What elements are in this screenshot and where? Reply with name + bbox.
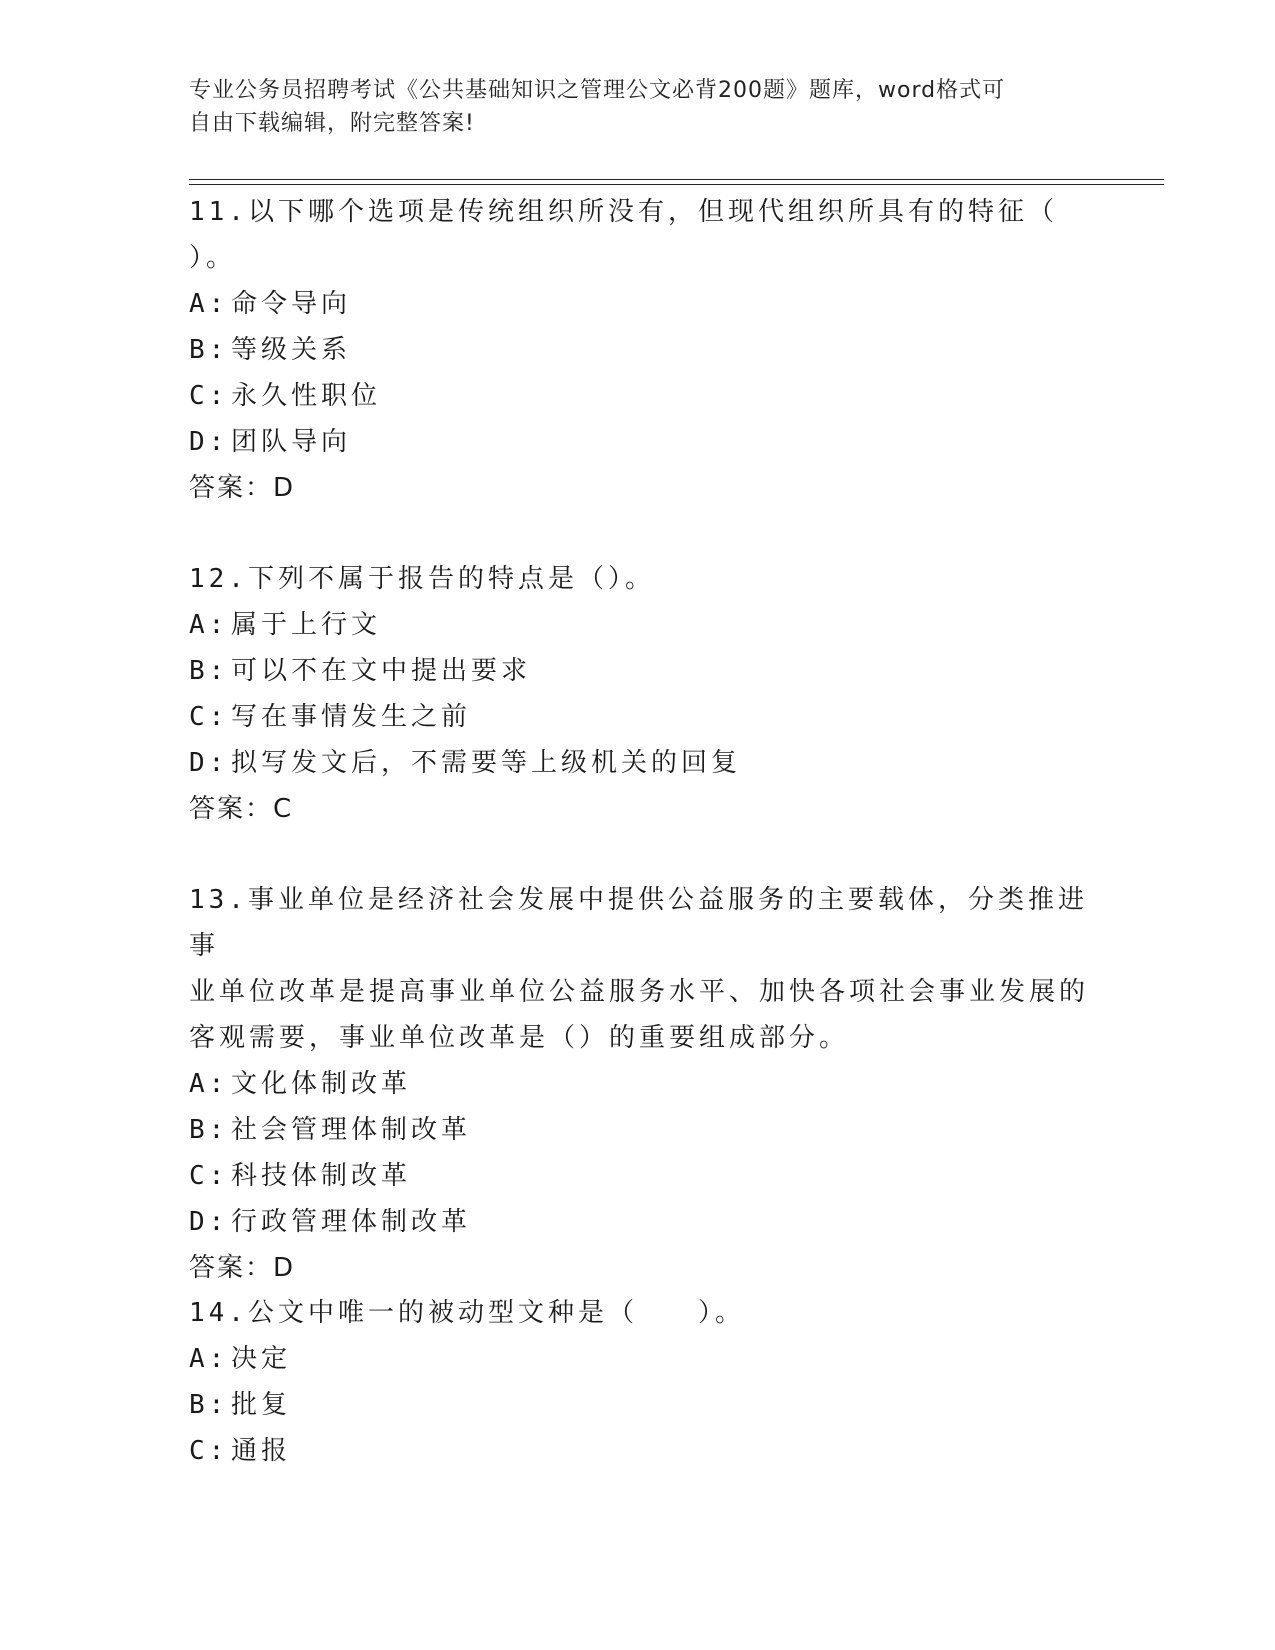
stem-line: 14.公文中唯一的被动型文种是（ ）。 bbox=[189, 1298, 745, 1328]
option-a bbox=[189, 281, 1089, 327]
option-text: 等级关系 bbox=[231, 335, 352, 365]
option-text: 属于上行文 bbox=[231, 610, 382, 640]
option-b bbox=[189, 327, 1089, 373]
stem-line: ）。 bbox=[189, 243, 237, 273]
header-line-2: 自由下载编辑，附完整答案! bbox=[189, 111, 475, 136]
option-text: 行政管理体制改革 bbox=[231, 1207, 472, 1237]
option-letter: C: bbox=[189, 381, 229, 411]
option-a bbox=[189, 602, 1089, 648]
option-c bbox=[189, 694, 1089, 740]
question-stem bbox=[189, 189, 1089, 281]
option-text: 批复 bbox=[231, 1390, 292, 1420]
question-14 bbox=[189, 1290, 1089, 1474]
stem-line: 13.事业单位是经济社会发展中提供公益服务的主要载体，分类推进事 bbox=[189, 885, 1088, 961]
option-letter: A: bbox=[189, 1344, 229, 1374]
option-c bbox=[189, 1428, 1089, 1474]
option-letter: C: bbox=[189, 1436, 229, 1466]
option-c bbox=[189, 373, 1089, 419]
answer: 答案：D bbox=[189, 1253, 296, 1283]
option-text: 命令导向 bbox=[231, 289, 352, 319]
option-a bbox=[189, 1336, 1089, 1382]
option-text: 写在事情发生之前 bbox=[231, 702, 472, 732]
option-letter: C: bbox=[189, 1161, 229, 1191]
option-b bbox=[189, 1382, 1089, 1428]
stem-line: 业单位改革是提高事业单位公益服务水平、加快各项社会事业发展的 bbox=[189, 977, 1090, 1007]
question-13 bbox=[189, 877, 1089, 1291]
option-letter: D: bbox=[189, 1207, 229, 1237]
option-c bbox=[189, 1153, 1089, 1199]
option-letter: B: bbox=[189, 1390, 229, 1420]
option-letter: A: bbox=[189, 1069, 229, 1099]
option-letter: B: bbox=[189, 335, 229, 365]
option-b bbox=[189, 648, 1089, 694]
option-text: 团队导向 bbox=[231, 427, 352, 457]
question-11 bbox=[189, 189, 1089, 511]
header-divider-bottom bbox=[189, 184, 1164, 185]
option-d bbox=[189, 1199, 1089, 1245]
answer: 答案：D bbox=[189, 473, 296, 503]
option-letter: C: bbox=[189, 702, 229, 732]
option-b bbox=[189, 1107, 1089, 1153]
option-text: 拟写发文后，不需要等上级机关的回复 bbox=[231, 748, 742, 778]
option-letter: D: bbox=[189, 427, 229, 457]
stem-line: 11.以下哪个选项是传统组织所没有，但现代组织所具有的特征（ bbox=[189, 197, 1058, 227]
header-line-1: 专业公务员招聘考试《公共基础知识之管理公文必背200题》题库，word格式可 bbox=[189, 78, 1006, 103]
option-d bbox=[189, 740, 1089, 786]
document-header bbox=[189, 74, 1069, 140]
question-stem bbox=[189, 877, 1089, 1061]
header-divider-top bbox=[189, 179, 1164, 180]
option-letter: A: bbox=[189, 610, 229, 640]
option-a bbox=[189, 1061, 1089, 1107]
option-d bbox=[189, 419, 1089, 465]
answer: 答案：C bbox=[189, 794, 294, 824]
option-letter: D: bbox=[189, 748, 229, 778]
option-text: 通报 bbox=[231, 1436, 292, 1466]
option-text: 社会管理体制改革 bbox=[231, 1115, 472, 1145]
stem-line: 客观需要，事业单位改革是（）的重要组成部分。 bbox=[189, 1023, 850, 1053]
question-stem bbox=[189, 556, 1089, 602]
option-text: 永久性职位 bbox=[231, 381, 382, 411]
option-text: 决定 bbox=[231, 1344, 292, 1374]
option-text: 可以不在文中提出要求 bbox=[231, 656, 532, 686]
option-letter: B: bbox=[189, 656, 229, 686]
option-letter: B: bbox=[189, 1115, 229, 1145]
option-text: 科技体制改革 bbox=[231, 1161, 412, 1191]
question-stem bbox=[189, 1290, 1089, 1336]
question-12 bbox=[189, 556, 1089, 832]
option-text: 文化体制改革 bbox=[231, 1069, 412, 1099]
option-letter: A: bbox=[189, 289, 229, 319]
stem-line: 12.下列不属于报告的特点是（）。 bbox=[189, 564, 655, 594]
